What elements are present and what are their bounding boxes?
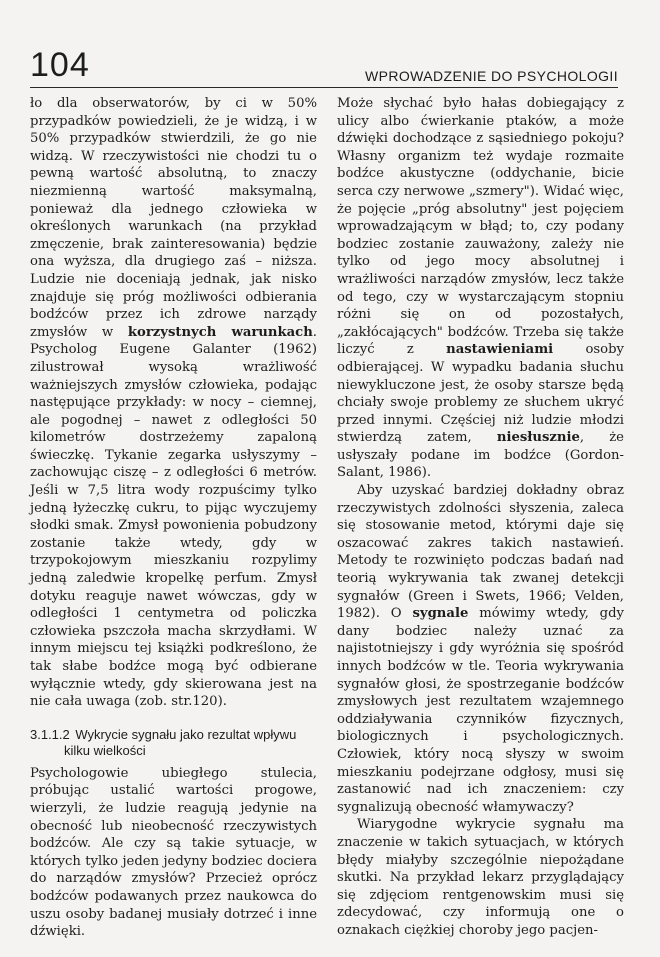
paragraph: Wiarygodne wykrycie sygnału ma znaczenie w takich sytuacjach, w których błędy miałyby szczególnie niepożądane skutki. Na przykład lekarz przyglądający się zdjęciom rentgenowskim musi się zdecydować, czy informują one o oznakach ciężkiej choroby jego pacjen- bbox=[337, 817, 624, 938]
left-column bbox=[30, 95, 317, 941]
header-rule bbox=[30, 87, 618, 88]
text-run: osoby odbierającej. W wypadku badania słuchu niewykluczone jest, że osoby starsze będą chciały swoje problemy ze słuchem ukryć przed innymi. Częściej niż ludzie młodzi stwierdzą zatem, bbox=[337, 342, 625, 446]
paragraph bbox=[30, 95, 317, 711]
paragraph bbox=[337, 482, 624, 816]
text-run: mówimy wtedy, gdy dany bodziec należy uznać za najistotniejszy i gdy wyróżnia się spośród innych bodźców w tle. Teoria wykrywania sygnałów głosi, że spostrzeganie bodźców zmysłowych jest rezultatem wzajemnego oddziaływania czynników fizycznych, biologicznych i psychologicznych. Człowiek, który nocą słyszy w swoim mieszkaniu podejrzane odgłosy, musi się zastanowić nad ich znaczeniem: czy sygnalizują obecność włamywaczy? bbox=[337, 606, 624, 815]
paragraph bbox=[337, 95, 624, 482]
bold-term: nastawieniami bbox=[446, 342, 554, 358]
text-run: Może słychać było hałas dobiegający z ulicy albo ćwierkanie ptaków, a może dźwięki dochodzące z sąsiedniego pokoju? Własny organizm też wydaje rozmaite bodźce akustyczne (oddychanie, bicie serca czy nerwowe „szmery"). Widać więc, że pojęcie „próg absolutny" jest pojęciem wprowadzającym w błąd; to, czy podany bodziec zostanie zauważony, zależy nie tylko od jego mocy absolutnej i wrażliwości narządów zmysłów, lecz także od tego, czy w wystarczającym stopniu różni się on od pozostałych, „zakłócających" bodźców. Trzeba się także liczyć z bbox=[337, 96, 624, 358]
bold-term: korzystnych warunkach bbox=[127, 324, 313, 340]
running-head: WPROWADZENIE DO PSYCHOLOGII bbox=[365, 68, 618, 84]
bold-term: sygnale bbox=[412, 606, 469, 622]
section-title-line2: kilku wielkości bbox=[64, 742, 146, 758]
page-number: 104 bbox=[30, 46, 90, 84]
section-number: 3.1.1.2 bbox=[30, 726, 70, 742]
text-run: , że usłyszały podane im bodźce (Gordon-Salant, 1986). bbox=[337, 430, 624, 481]
paragraph: Psychologowie ubiegłego stulecia, próbując ustalić wartości progowe, wierzyli, że ludzie reagują jedynie na obecność lub nieobecność rzeczywistych bodźców. Ale czy są takie sytuacje, w których tylko jeden jedyny bodziec dociera do narządów zmysłów? Przecież oprócz bodźców podawanych przez naukowca do uszu osoby badanej musiały dotrzeć i inne dźwięki. bbox=[30, 765, 317, 940]
text-run: Aby uzyskać bardziej dokładny obraz rzeczywistych zdolności słyszenia, zaleca się stosowanie metod, którymi daje się oszacować zakres takich nastawień. Metody te rozwinięto podczas badań nad teorią wykrywania tak zwanej detekcji sygnałów (Green i Swets, 1966; Velden, 1982). O bbox=[337, 483, 624, 622]
section-heading bbox=[30, 727, 317, 759]
text-run: ło dla obserwatorów, by ci w 50% przypadków powiedzieli, że je widzą, i w 50% przypadków stwierdzili, że go nie widzą. W rzeczywistości nie chodzi tu o pewną wartość absolutną, to znaczy niezmienną wartość maksymalną, ponieważ dla jednego człowieka w określonych warunkach (na przykład zmęczenie, brak zainteresowania) będzie ona wyższa, dla drugiego zaś – niższa. Ludzie nie doceniają jednak, jak nisko znajduje się próg możliwości odbierania bodźców przez ich zdrowe narządy zmysłów w bbox=[30, 96, 317, 340]
bold-term: niesłusznie bbox=[496, 430, 580, 446]
right-column bbox=[337, 95, 624, 940]
text-run: . Psycholog Eugene Galanter (1962) zilustrował wysoką wrażliwość ważniejszych zmysłów człowieka, podając następujące przykłady: w nocy – ciemnej, ale pogodnej – nawet z odległości 50 kilometrów dostrzeżemy zapaloną świeczkę. Tykanie zegarka usłyszymy – zachowując ciszę – z odległości 6 metrów. Jeśli w 7,5 litra wody rozpuścimy tylko jedną łyżeczkę cukru, to pijąc wyczujemy słodki smak. Zmysł powonienia pobudzony zostanie także wtedy, gdy w trzypokojowym mieszkaniu rozpylimy jedną zaledwie kropelkę perfum. Zmysł dotyku reaguje nawet wówczas, gdy w odległości 1 centymetra od policzka człowieka pszczoła macha skrzydłami. W innym miejscu tej książki podkreślono, że tak słabe bodźce mogą być odbierane wyłącznie wtedy, gdy skierowana jest na nie cała uwaga (zob. str.120). bbox=[30, 324, 317, 710]
section-title-line1: Wykrycie sygnału jako rezultat wpływu bbox=[75, 726, 297, 742]
